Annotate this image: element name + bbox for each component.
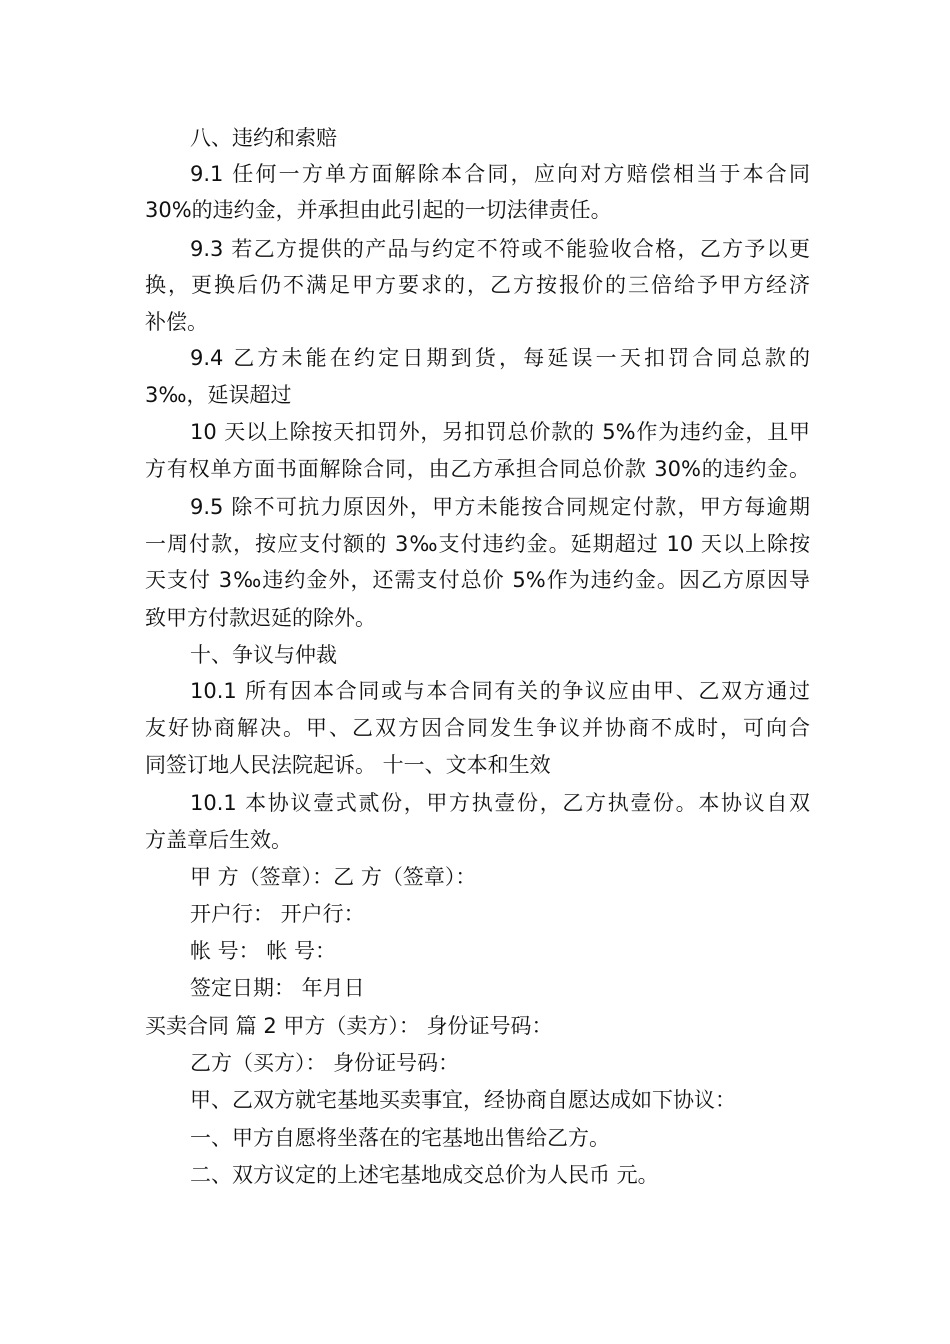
paragraph-line: 10.1 本协议壹式贰份，甲方执壹份，乙方执壹份。本协议自双 [190, 791, 810, 815]
paragraph-line: 补偿。 [145, 310, 208, 334]
paragraph-line: 3‰，延误超过 [145, 383, 292, 407]
bank-line: 开户行： 开户行： [190, 902, 365, 926]
paragraph-line: 9.3 若乙方提供的产品与约定不符或不能验收合格，乙方予以更 [190, 237, 810, 261]
paragraph-line: 同签订地人民法院起诉。 十一、文本和生效 [145, 753, 551, 777]
paragraph-line: 10 天以上除按天扣罚外，另扣罚总价款的 5%作为违约金，且甲 [190, 420, 810, 444]
paragraph-line: 甲、乙双方就宅基地买卖事宜，经协商自愿达成如下协议： [190, 1088, 736, 1112]
sign-date-line: 签定日期： 年月日 [190, 976, 365, 1000]
paragraph-line: 换，更换后仍不满足甲方要求的，乙方按报价的三倍给予甲方经济 [145, 273, 810, 297]
paragraph-line: 二、双方议定的上述宅基地成交总价为人民币 元。 [190, 1163, 659, 1187]
paragraph-line: 一周付款，按应支付额的 3‰支付违约金。延期超过 10 天以上除按 [145, 532, 810, 556]
contract-2-heading: 买卖合同 篇 2 甲方（卖方）： 身份证号码： [145, 1014, 553, 1038]
paragraph-line: 天支付 3‰违约金外，还需支付总价 5%作为违约金。因乙方原因导 [145, 568, 810, 592]
section-heading-breach: 八、违约和索赔 [190, 126, 337, 150]
paragraph-line: 方有权单方面书面解除合同，由乙方承担合同总价款 30%的违约金。 [145, 457, 810, 481]
paragraph-line: 9.4 乙方未能在约定日期到货，每延误一天扣罚合同总款的 [190, 346, 810, 370]
paragraph-line: 友好协商解决。甲、乙双方因合同发生争议并协商不成时，可向合 [145, 716, 810, 740]
paragraph-line: 9.1 任何一方单方面解除本合同，应向对方赔偿相当于本合同 [190, 162, 810, 186]
paragraph-line: 方盖章后生效。 [145, 828, 292, 852]
signature-line: 甲 方（签章）：乙 方（签章）： [190, 865, 477, 889]
paragraph-line: 10.1 所有因本合同或与本合同有关的争议应由甲、乙双方通过 [190, 679, 810, 703]
section-heading-dispute: 十、争议与仲裁 [190, 643, 337, 667]
paragraph-line: 9.5 除不可抗力原因外，甲方未能按合同规定付款，甲方每逾期 [190, 495, 810, 519]
paragraph-line: 一、甲方自愿将坐落在的宅基地出售给乙方。 [190, 1126, 610, 1150]
paragraph-line: 致甲方付款迟延的除外。 [145, 606, 376, 630]
paragraph-line: 30%的违约金，并承担由此引起的一切法律责任。 [145, 198, 612, 222]
paragraph-line: 乙方（买方）： 身份证号码： [190, 1051, 460, 1075]
account-line: 帐 号： 帐 号： [190, 939, 337, 963]
